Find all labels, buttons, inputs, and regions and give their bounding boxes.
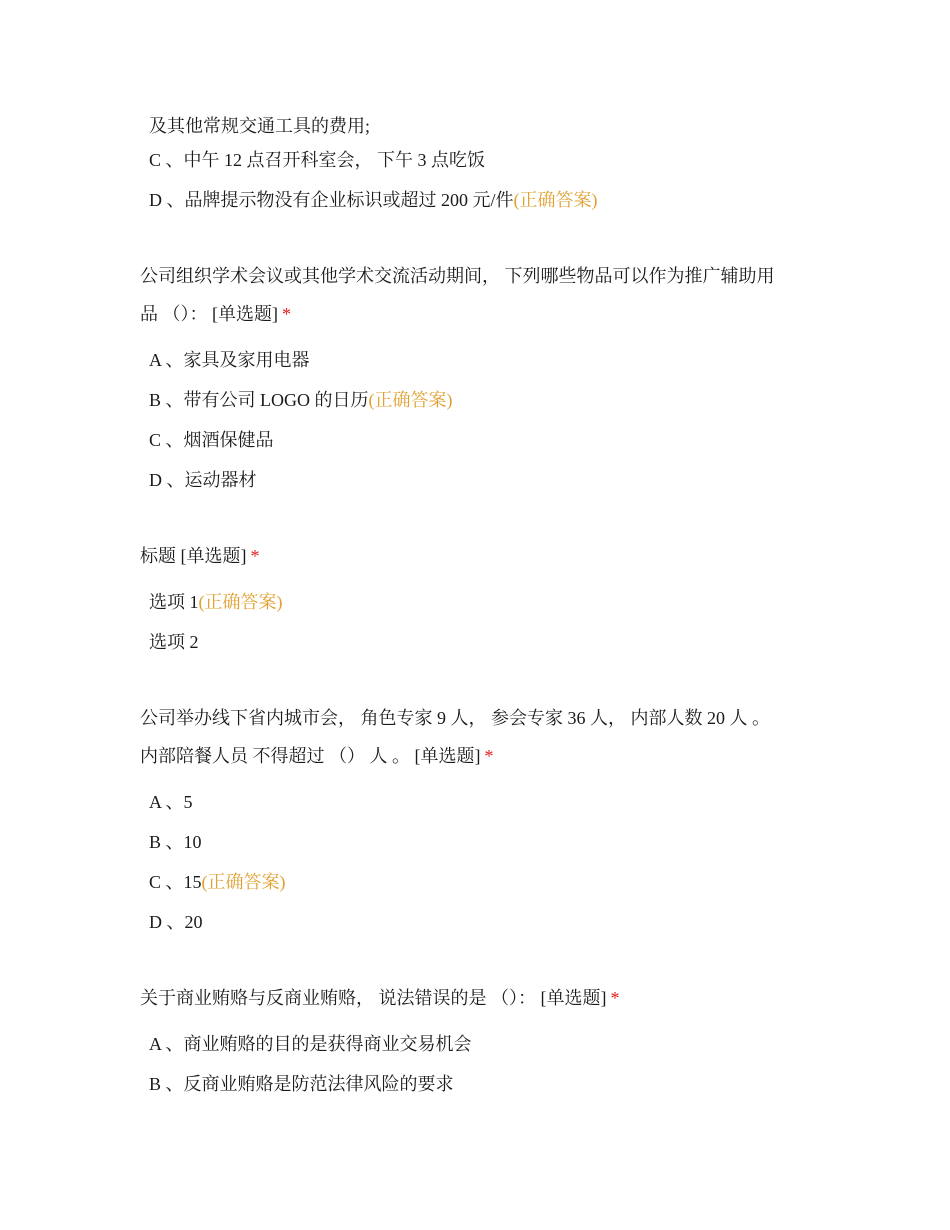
option-a <box>149 790 193 814</box>
correct-answer-tag: (正确答案) <box>198 592 283 612</box>
question-text-line2 <box>140 744 494 768</box>
option-label: 选项 1 <box>149 592 199 612</box>
option-label: B 、带有公司 LOGO 的日历 <box>149 390 369 410</box>
option-label: C 、15 <box>149 872 202 892</box>
option-label: C 、中午 12 点召开科室会， 下午 3 点吃饭 <box>149 150 486 170</box>
option-a <box>149 1032 472 1056</box>
required-mark: * <box>282 304 291 324</box>
question-text: 内部陪餐人员 不得超过 （） 人 。 [单选题] <box>140 746 481 766</box>
question-text: 标题 [单选题] <box>140 546 247 566</box>
question-text: 品 （）： [单选题] <box>140 304 278 324</box>
question-text: 关于商业贿赂与反商业贿赂， 说法错误的是 （）： [单选题] <box>140 988 607 1008</box>
option-label: D 、运动器材 <box>149 470 257 490</box>
option-a <box>149 348 310 372</box>
question-text-line1: 公司组织学术会议或其他学术交流活动期间， 下列哪些物品可以作为推广辅助用 <box>140 266 775 286</box>
option-b <box>149 830 202 854</box>
option-label: D 、品牌提示物没有企业标识或超过 200 元/件 <box>149 190 514 210</box>
option-label: A 、商业贿赂的目的是获得商业交易机会 <box>149 1034 472 1054</box>
option-c <box>149 148 485 172</box>
question-text-line1 <box>140 986 620 1010</box>
option-c <box>149 870 286 894</box>
option-d <box>149 910 203 934</box>
option-continuation-text: 及其他常规交通工具的费用; <box>149 116 370 136</box>
option-b <box>149 388 453 412</box>
correct-answer-tag: (正确答案) <box>201 872 286 892</box>
option-d <box>149 468 257 492</box>
option-label: A 、5 <box>149 792 193 812</box>
option-label: A 、家具及家用电器 <box>149 350 310 370</box>
required-mark: * <box>250 546 260 566</box>
option-label: B 、反商业贿赂是防范法律风险的要求 <box>149 1074 454 1094</box>
option-1 <box>149 590 283 614</box>
option-b <box>149 1072 454 1096</box>
correct-answer-tag: (正确答案) <box>368 390 453 410</box>
option-d <box>149 188 598 212</box>
required-mark: * <box>484 746 494 766</box>
option-label: B 、10 <box>149 832 202 852</box>
question-text-line1 <box>140 544 260 568</box>
option-c <box>149 428 274 452</box>
question-text-line2 <box>140 302 291 326</box>
option-label: C 、烟酒保健品 <box>149 430 274 450</box>
option-2 <box>149 630 199 654</box>
question-text-line1: 公司举办线下省内城市会， 角色专家 9 人， 参会专家 36 人， 内部人数 20 人 。 <box>140 708 770 728</box>
option-label: 选项 2 <box>149 632 199 652</box>
option-label: D 、20 <box>149 912 203 932</box>
correct-answer-tag: (正确答案) <box>513 190 598 210</box>
required-mark: * <box>610 988 620 1008</box>
